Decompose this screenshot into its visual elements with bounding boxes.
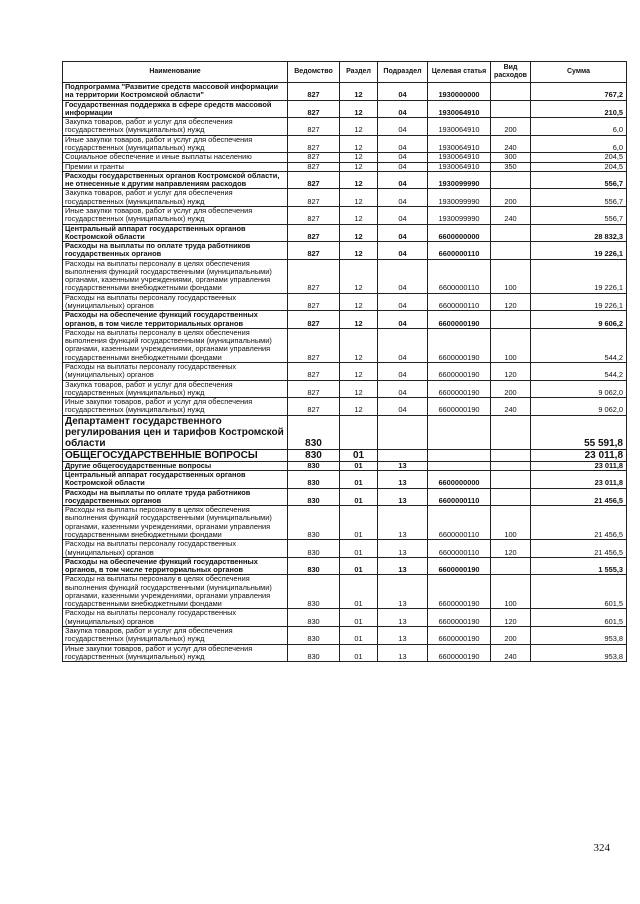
cell-subsection: 04 bbox=[378, 328, 428, 362]
cell-expense-type: 100 bbox=[491, 328, 531, 362]
cell-name: Центральный аппарат государственных органов Костромской области bbox=[63, 224, 288, 242]
cell-subsection: 04 bbox=[378, 206, 428, 224]
cell-name: Расходы государственных органов Костромской области, не отнесенные к другим направлениям расходов bbox=[63, 171, 288, 189]
cell-section: 01 bbox=[340, 575, 378, 609]
page-number: 324 bbox=[593, 842, 610, 854]
cell-expense-type: 200 bbox=[491, 627, 531, 645]
cell-name: Расходы на выплаты персоналу в целях обеспечения выполнения функций государственными (муниципальными) органами, казенными учреждениями, органами управления государственными внебюджетными фондами bbox=[63, 575, 288, 609]
cell-amount: 1 555,3 bbox=[531, 557, 627, 575]
cell-name: Расходы на обеспечение функций государственных органов, в том числе территориальных органов bbox=[63, 557, 288, 575]
cell-section: 12 bbox=[340, 162, 378, 171]
cell-expense-type: 300 bbox=[491, 153, 531, 162]
cell-subsection: 13 bbox=[378, 609, 428, 627]
cell-expense-type bbox=[491, 224, 531, 242]
cell-amount: 210,5 bbox=[531, 100, 627, 118]
table-row bbox=[63, 557, 627, 575]
cell-section: 12 bbox=[340, 224, 378, 242]
cell-name: Департамент государственного регулирования цен и тарифов Костромской области bbox=[63, 415, 288, 449]
cell-subsection: 13 bbox=[378, 488, 428, 506]
cell-amount: 544,2 bbox=[531, 328, 627, 362]
cell-subsection bbox=[378, 415, 428, 449]
cell-name: Расходы на выплаты персоналу в целях обеспечения выполнения функций государственными (муниципальными) органами, казенными учреждениями, органами управления государственными внебюджетными фондами bbox=[63, 506, 288, 540]
cell-section: 01 bbox=[340, 470, 378, 488]
cell-section bbox=[340, 415, 378, 449]
cell-section: 12 bbox=[340, 189, 378, 207]
cell-department: 827 bbox=[288, 311, 340, 329]
cell-expense-type bbox=[491, 488, 531, 506]
table-row bbox=[63, 380, 627, 398]
cell-department: 827 bbox=[288, 162, 340, 171]
cell-name: Расходы на выплаты по оплате труда работников государственных органов bbox=[63, 488, 288, 506]
cell-amount: 6,0 bbox=[531, 118, 627, 136]
cell-department: 827 bbox=[288, 398, 340, 416]
cell-amount: 23 011,8 bbox=[531, 461, 627, 470]
cell-expense-type: 120 bbox=[491, 609, 531, 627]
cell-target-article bbox=[428, 415, 491, 449]
cell-name: Расходы на выплаты персоналу в целях обеспечения выполнения функций государственными (муниципальными) органами, казенными учреждениями, органами управления государственными внебюджетными фондами bbox=[63, 328, 288, 362]
cell-subsection: 04 bbox=[378, 189, 428, 207]
cell-target-article: 6600000190 bbox=[428, 363, 491, 381]
cell-expense-type: 200 bbox=[491, 380, 531, 398]
cell-amount: 6,0 bbox=[531, 135, 627, 153]
cell-amount: 953,8 bbox=[531, 644, 627, 662]
cell-target-article: 6600000110 bbox=[428, 293, 491, 311]
column-header-target-article: Целевая статья bbox=[428, 62, 491, 83]
cell-subsection: 04 bbox=[378, 259, 428, 293]
cell-expense-type bbox=[491, 557, 531, 575]
cell-target-article: 6600000110 bbox=[428, 488, 491, 506]
cell-department: 827 bbox=[288, 224, 340, 242]
cell-department: 827 bbox=[288, 259, 340, 293]
cell-subsection: 13 bbox=[378, 644, 428, 662]
cell-subsection: 04 bbox=[378, 224, 428, 242]
cell-target-article: 6600000190 bbox=[428, 557, 491, 575]
cell-expense-type bbox=[491, 449, 531, 461]
table-row bbox=[63, 363, 627, 381]
table-row bbox=[63, 644, 627, 662]
cell-subsection: 13 bbox=[378, 506, 428, 540]
cell-amount: 9 606,2 bbox=[531, 311, 627, 329]
cell-department: 830 bbox=[288, 540, 340, 558]
cell-expense-type: 100 bbox=[491, 575, 531, 609]
cell-name: Социальное обеспечение и иные выплаты населению bbox=[63, 153, 288, 162]
cell-target-article: 1930064910 bbox=[428, 162, 491, 171]
cell-department: 827 bbox=[288, 363, 340, 381]
cell-department: 830 bbox=[288, 609, 340, 627]
cell-section: 01 bbox=[340, 557, 378, 575]
cell-expense-type: 120 bbox=[491, 363, 531, 381]
cell-amount: 19 226,1 bbox=[531, 242, 627, 260]
cell-section: 01 bbox=[340, 627, 378, 645]
table-row bbox=[63, 153, 627, 162]
cell-section: 12 bbox=[340, 242, 378, 260]
cell-target-article bbox=[428, 461, 491, 470]
table-row bbox=[63, 449, 627, 461]
cell-target-article: 1930099990 bbox=[428, 171, 491, 189]
cell-subsection: 13 bbox=[378, 461, 428, 470]
cell-subsection: 04 bbox=[378, 363, 428, 381]
cell-department: 827 bbox=[288, 293, 340, 311]
cell-name: Расходы на выплаты персоналу государственных (муниципальных) органов bbox=[63, 609, 288, 627]
cell-section: 12 bbox=[340, 311, 378, 329]
table-row bbox=[63, 162, 627, 171]
cell-name: Расходы на выплаты персоналу государственных (муниципальных) органов bbox=[63, 540, 288, 558]
table-row bbox=[63, 100, 627, 118]
cell-expense-type bbox=[491, 415, 531, 449]
cell-target-article: 6600000110 bbox=[428, 259, 491, 293]
table-row bbox=[63, 242, 627, 260]
cell-expense-type bbox=[491, 470, 531, 488]
cell-section: 12 bbox=[340, 118, 378, 136]
table-row bbox=[63, 540, 627, 558]
cell-name: Закупка товаров, работ и услуг для обеспечения государственных (муниципальных) нужд bbox=[63, 118, 288, 136]
cell-expense-type: 240 bbox=[491, 135, 531, 153]
cell-target-article: 1930099990 bbox=[428, 206, 491, 224]
cell-section: 12 bbox=[340, 83, 378, 101]
cell-department: 830 bbox=[288, 627, 340, 645]
cell-section: 12 bbox=[340, 293, 378, 311]
cell-expense-type: 240 bbox=[491, 206, 531, 224]
cell-amount: 556,7 bbox=[531, 171, 627, 189]
table-row bbox=[63, 328, 627, 362]
cell-target-article: 6600000190 bbox=[428, 380, 491, 398]
cell-section: 01 bbox=[340, 506, 378, 540]
column-header-amount: Сумма bbox=[531, 62, 627, 83]
cell-subsection: 13 bbox=[378, 470, 428, 488]
cell-subsection: 04 bbox=[378, 162, 428, 171]
cell-amount: 9 062,0 bbox=[531, 380, 627, 398]
cell-subsection: 04 bbox=[378, 100, 428, 118]
cell-section: 12 bbox=[340, 380, 378, 398]
table-row bbox=[63, 311, 627, 329]
cell-subsection: 04 bbox=[378, 171, 428, 189]
cell-amount: 28 832,3 bbox=[531, 224, 627, 242]
cell-department: 827 bbox=[288, 153, 340, 162]
cell-amount: 21 456,5 bbox=[531, 540, 627, 558]
cell-name: Премии и гранты bbox=[63, 162, 288, 171]
cell-department: 827 bbox=[288, 135, 340, 153]
cell-amount: 601,5 bbox=[531, 575, 627, 609]
cell-target-article: 6600000190 bbox=[428, 644, 491, 662]
cell-amount: 767,2 bbox=[531, 83, 627, 101]
cell-target-article: 6600000110 bbox=[428, 506, 491, 540]
cell-subsection bbox=[378, 449, 428, 461]
cell-section: 12 bbox=[340, 135, 378, 153]
cell-target-article: 6600000000 bbox=[428, 224, 491, 242]
cell-subsection: 04 bbox=[378, 293, 428, 311]
cell-department: 830 bbox=[288, 449, 340, 461]
cell-amount: 21 456,5 bbox=[531, 506, 627, 540]
cell-target-article: 6600000000 bbox=[428, 470, 491, 488]
table-row bbox=[63, 415, 627, 449]
cell-amount: 544,2 bbox=[531, 363, 627, 381]
cell-subsection: 13 bbox=[378, 557, 428, 575]
cell-department: 827 bbox=[288, 83, 340, 101]
cell-expense-type bbox=[491, 171, 531, 189]
cell-target-article: 1930064910 bbox=[428, 118, 491, 136]
cell-section: 12 bbox=[340, 363, 378, 381]
cell-target-article: 6600000110 bbox=[428, 242, 491, 260]
cell-department: 830 bbox=[288, 557, 340, 575]
table-row bbox=[63, 83, 627, 101]
cell-target-article: 1930064910 bbox=[428, 135, 491, 153]
cell-expense-type bbox=[491, 242, 531, 260]
cell-department: 830 bbox=[288, 415, 340, 449]
cell-name: Иные закупки товаров, работ и услуг для обеспечения государственных (муниципальных) нужд bbox=[63, 398, 288, 416]
cell-target-article: 1930099990 bbox=[428, 189, 491, 207]
cell-amount: 19 226,1 bbox=[531, 259, 627, 293]
cell-target-article: 1930064910 bbox=[428, 153, 491, 162]
cell-expense-type bbox=[491, 311, 531, 329]
table-row bbox=[63, 171, 627, 189]
cell-section: 12 bbox=[340, 398, 378, 416]
cell-subsection: 13 bbox=[378, 575, 428, 609]
cell-name: Закупка товаров, работ и услуг для обеспечения государственных (муниципальных) нужд bbox=[63, 189, 288, 207]
cell-name: Центральный аппарат государственных органов Костромской области bbox=[63, 470, 288, 488]
cell-subsection: 04 bbox=[378, 242, 428, 260]
cell-subsection: 13 bbox=[378, 627, 428, 645]
cell-name: Иные закупки товаров, работ и услуг для обеспечения государственных (муниципальных) нужд bbox=[63, 644, 288, 662]
cell-department: 827 bbox=[288, 171, 340, 189]
cell-name: Иные закупки товаров, работ и услуг для обеспечения государственных (муниципальных) нужд bbox=[63, 206, 288, 224]
cell-department: 830 bbox=[288, 470, 340, 488]
cell-amount: 556,7 bbox=[531, 189, 627, 207]
cell-expense-type: 240 bbox=[491, 398, 531, 416]
cell-expense-type: 100 bbox=[491, 259, 531, 293]
cell-section: 01 bbox=[340, 449, 378, 461]
cell-expense-type: 120 bbox=[491, 540, 531, 558]
cell-target-article: 1930064910 bbox=[428, 100, 491, 118]
table-row bbox=[63, 575, 627, 609]
table-row bbox=[63, 506, 627, 540]
cell-amount: 556,7 bbox=[531, 206, 627, 224]
cell-department: 827 bbox=[288, 189, 340, 207]
cell-section: 12 bbox=[340, 153, 378, 162]
table-row bbox=[63, 206, 627, 224]
cell-expense-type bbox=[491, 83, 531, 101]
cell-amount: 9 062,0 bbox=[531, 398, 627, 416]
cell-name: Подпрограмма "Развитие средств массовой информации на территории Костромской области" bbox=[63, 83, 288, 101]
table-row bbox=[63, 259, 627, 293]
cell-target-article: 6600000190 bbox=[428, 328, 491, 362]
cell-name: ОБЩЕГОСУДАРСТВЕННЫЕ ВОПРОСЫ bbox=[63, 449, 288, 461]
cell-amount: 204,5 bbox=[531, 162, 627, 171]
cell-target-article bbox=[428, 449, 491, 461]
table-body bbox=[63, 83, 627, 662]
cell-section: 12 bbox=[340, 171, 378, 189]
table-row bbox=[63, 189, 627, 207]
cell-expense-type: 100 bbox=[491, 506, 531, 540]
cell-section: 12 bbox=[340, 206, 378, 224]
cell-amount: 21 456,5 bbox=[531, 488, 627, 506]
cell-subsection: 04 bbox=[378, 398, 428, 416]
cell-department: 827 bbox=[288, 328, 340, 362]
cell-expense-type: 350 bbox=[491, 162, 531, 171]
cell-amount: 204,5 bbox=[531, 153, 627, 162]
cell-expense-type bbox=[491, 100, 531, 118]
cell-name: Расходы на выплаты персоналу государственных (муниципальных) органов bbox=[63, 363, 288, 381]
table-header-row bbox=[63, 62, 627, 83]
budget-table bbox=[62, 61, 627, 662]
cell-name: Расходы на обеспечение функций государственных органов, в том числе территориальных органов bbox=[63, 311, 288, 329]
cell-name: Государственная поддержка в сфере средств массовой информации bbox=[63, 100, 288, 118]
cell-expense-type: 200 bbox=[491, 189, 531, 207]
table-row bbox=[63, 398, 627, 416]
cell-department: 830 bbox=[288, 488, 340, 506]
table-row bbox=[63, 293, 627, 311]
cell-subsection: 04 bbox=[378, 311, 428, 329]
cell-expense-type: 200 bbox=[491, 118, 531, 136]
cell-department: 830 bbox=[288, 506, 340, 540]
table-row bbox=[63, 627, 627, 645]
column-header-section: Раздел bbox=[340, 62, 378, 83]
table-row bbox=[63, 488, 627, 506]
cell-target-article: 6600000190 bbox=[428, 575, 491, 609]
cell-name: Закупка товаров, работ и услуг для обеспечения государственных (муниципальных) нужд bbox=[63, 627, 288, 645]
cell-name: Расходы на выплаты по оплате труда работников государственных органов bbox=[63, 242, 288, 260]
column-header-expense-type: Вид расходов bbox=[491, 62, 531, 83]
cell-department: 827 bbox=[288, 206, 340, 224]
cell-department: 827 bbox=[288, 242, 340, 260]
table-row bbox=[63, 224, 627, 242]
cell-target-article: 6600000190 bbox=[428, 311, 491, 329]
table-row bbox=[63, 609, 627, 627]
cell-subsection: 04 bbox=[378, 135, 428, 153]
table-row bbox=[63, 470, 627, 488]
cell-expense-type: 240 bbox=[491, 644, 531, 662]
cell-target-article: 6600000190 bbox=[428, 398, 491, 416]
cell-section: 01 bbox=[340, 540, 378, 558]
cell-amount: 953,8 bbox=[531, 627, 627, 645]
cell-target-article: 6600000190 bbox=[428, 627, 491, 645]
cell-section: 12 bbox=[340, 100, 378, 118]
cell-subsection: 04 bbox=[378, 118, 428, 136]
cell-subsection: 13 bbox=[378, 540, 428, 558]
cell-target-article: 6600000190 bbox=[428, 609, 491, 627]
cell-name: Иные закупки товаров, работ и услуг для обеспечения государственных (муниципальных) нужд bbox=[63, 135, 288, 153]
cell-subsection: 04 bbox=[378, 83, 428, 101]
cell-name: Расходы на выплаты персоналу в целях обеспечения выполнения функций государственными (муниципальными) органами, казенными учреждениями, органами управления государственными внебюджетными фондами bbox=[63, 259, 288, 293]
cell-amount: 601,5 bbox=[531, 609, 627, 627]
table-row bbox=[63, 461, 627, 470]
cell-subsection: 04 bbox=[378, 153, 428, 162]
cell-expense-type bbox=[491, 461, 531, 470]
cell-target-article: 1930000000 bbox=[428, 83, 491, 101]
cell-amount: 55 591,8 bbox=[531, 415, 627, 449]
cell-section: 12 bbox=[340, 259, 378, 293]
cell-name: Другие общегосударственные вопросы bbox=[63, 461, 288, 470]
cell-section: 01 bbox=[340, 644, 378, 662]
cell-department: 827 bbox=[288, 380, 340, 398]
table-row bbox=[63, 135, 627, 153]
column-header-name: Наименование bbox=[63, 62, 288, 83]
cell-department: 827 bbox=[288, 118, 340, 136]
cell-department: 830 bbox=[288, 575, 340, 609]
cell-name: Расходы на выплаты персоналу государственных (муниципальных) органов bbox=[63, 293, 288, 311]
cell-expense-type: 120 bbox=[491, 293, 531, 311]
column-header-subsection: Подраздел bbox=[378, 62, 428, 83]
table-row bbox=[63, 118, 627, 136]
cell-subsection: 04 bbox=[378, 380, 428, 398]
cell-department: 830 bbox=[288, 461, 340, 470]
cell-name: Закупка товаров, работ и услуг для обеспечения государственных (муниципальных) нужд bbox=[63, 380, 288, 398]
cell-section: 01 bbox=[340, 488, 378, 506]
cell-amount: 19 226,1 bbox=[531, 293, 627, 311]
cell-section: 01 bbox=[340, 461, 378, 470]
cell-section: 12 bbox=[340, 328, 378, 362]
cell-department: 830 bbox=[288, 644, 340, 662]
cell-department: 827 bbox=[288, 100, 340, 118]
cell-amount: 23 011,8 bbox=[531, 449, 627, 461]
cell-target-article: 6600000110 bbox=[428, 540, 491, 558]
cell-amount: 23 011,8 bbox=[531, 470, 627, 488]
column-header-department: Ведомство bbox=[288, 62, 340, 83]
cell-section: 01 bbox=[340, 609, 378, 627]
